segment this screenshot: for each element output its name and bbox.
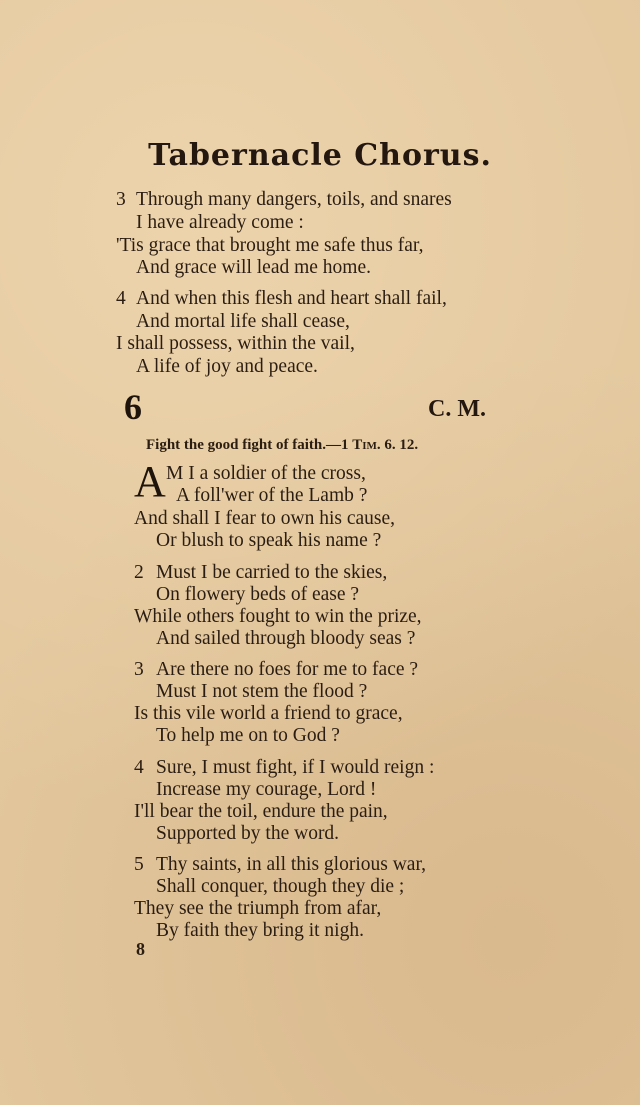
stanza-number: 5 [134,854,144,875]
stanza-number: 3 [134,659,144,680]
stanza-number: 2 [134,562,144,583]
verse-line: A life of joy and peace. [136,356,318,377]
drop-cap: A [134,457,166,506]
verse-line: Must I be carried to the skies, [156,562,388,583]
verse-line: Sure, I must fight, if I would reign : [156,757,435,778]
verse-line: Are there no foes for me to face ? [156,659,419,680]
verse-line: I have already come : [136,212,304,233]
verse-line: And when this flesh and heart shall fail, [136,288,447,309]
verse-line: To help me on to God ? [156,725,340,746]
hymn-meter: C. M. [428,396,486,422]
verse-line: Shall conquer, though they die ; [156,876,405,897]
verse-line: Is this vile world a friend to grace, [134,703,403,724]
verse-line: Supported by the word. [156,823,340,844]
verse-line: While others fought to win the prize, [134,606,422,627]
verse-line: I shall possess, within the vail, [116,333,355,354]
epigraph-reference: . 6. 12. [376,437,419,453]
verse-line: Or blush to speak his name ? [156,530,382,551]
verse-line: By faith they bring it nigh. [156,920,364,941]
verse-line: M I a soldier of the cross, [166,463,366,484]
verse-line: And sailed through bloody seas ? [156,628,416,649]
verse-line: And grace will lead me home. [136,257,371,278]
epigraph-book: Tim [352,437,377,453]
verse-line: And shall I fear to own his cause, [134,508,396,529]
stanza-number: 4 [134,757,144,778]
verse-line: They see the triumph from afar, [134,898,382,919]
stanza-number: 3 [116,189,126,210]
verse-line: And mortal life shall cease, [136,311,350,332]
verse-line: Thy saints, in all this glorious war, [156,854,427,875]
verse-line: Through many dangers, toils, and snares [136,189,452,210]
running-header: Tabernacle Chorus. [148,138,492,173]
verse-line: A foll'wer of the Lamb ? [176,485,368,506]
verse-line: 'Tis grace that brought me safe thus far, [116,235,424,256]
page-number: 8 [136,939,145,959]
verse-line: I'll bear the toil, endure the pain, [134,801,388,822]
hymn-number: 6 [124,387,142,427]
epigraph-text: Fight the good fight of faith.—1 [146,437,353,453]
verse-line: Increase my courage, Lord ! [156,779,377,800]
verse-line: Must I not stem the flood ? [156,681,368,702]
scripture-epigraph [146,437,418,454]
verse-line: On flowery beds of ease ? [156,584,360,605]
stanza-number: 4 [116,288,126,309]
